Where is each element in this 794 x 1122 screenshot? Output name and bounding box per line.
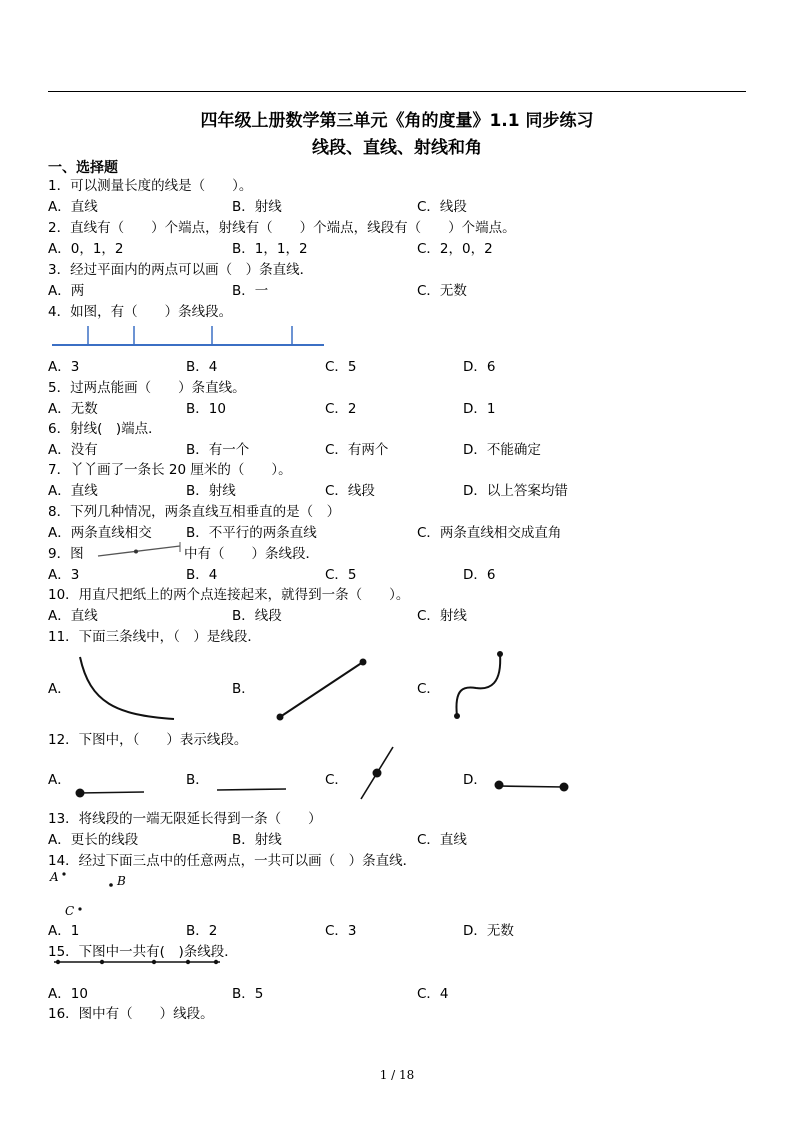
q14-option-a: A．1 (48, 923, 80, 939)
question-10: 10．用直尺把纸上的两个点连接起来，就得到一条（ ）。 (48, 587, 410, 603)
q4-option-d: D．6 (463, 359, 496, 375)
q9-option-a: A．3 (48, 567, 80, 583)
q11-figure-b-segment (274, 656, 370, 722)
q9-option-b: B．4 (186, 567, 218, 583)
header-rule (48, 91, 746, 92)
q15-option-c: C．4 (417, 986, 449, 1002)
q12-option-d: D． (463, 772, 487, 788)
q9-option-c: C．5 (325, 567, 357, 583)
q14-option-c: C．3 (325, 923, 357, 939)
q6-option-c: C．有两个 (325, 442, 389, 458)
q7-option-a: A．直线 (48, 483, 98, 499)
q8-option-c: C．两条直线相交成直角 (417, 525, 562, 541)
q10-option-b: B．线段 (232, 608, 282, 624)
question-2: 2．直线有（ ）个端点，射线有（ ）个端点，线段有（ ）个端点。 (48, 220, 516, 236)
question-7: 7．丫丫画了一条长 20 厘米的（ ）。 (48, 462, 292, 478)
q4-option-a: A．3 (48, 359, 80, 375)
q5-option-a: A．无数 (48, 401, 98, 417)
q4-figure-segments (52, 324, 327, 350)
page-subtitle: 线段、直线、射线和角 (312, 138, 482, 158)
q1-option-c: C．线段 (417, 199, 467, 215)
section-heading: 一、选择题 (48, 160, 118, 176)
q15-option-a: A．10 (48, 986, 88, 1002)
q11-figure-a-curve (76, 655, 176, 723)
question-15: 15．下图中一共有( )条线段． (48, 944, 238, 960)
question-9-part2: 中有（ ）条线段． (184, 546, 319, 562)
q1-option-b: B．射线 (232, 199, 282, 215)
q3-option-a: A．两 (48, 283, 85, 299)
q14-point-c-label: C (65, 904, 75, 918)
q10-option-a: A．直线 (48, 608, 98, 624)
q14-point-b-label: B (117, 874, 126, 888)
question-9-part1: 9．图 (48, 546, 84, 562)
q7-option-c: C．线段 (325, 483, 375, 499)
question-13: 13．将线段的一端无限延长得到一条（ ） (48, 811, 322, 827)
q2-option-a: A．0，1，2 (48, 241, 124, 257)
question-16: 16．图中有（ ）线段。 (48, 1006, 214, 1022)
q1-option-a: A．直线 (48, 199, 98, 215)
question-1: 1．可以测量长度的线是（ ）。 (48, 178, 253, 194)
q4-option-c: C．5 (325, 359, 357, 375)
q12-figure-d (490, 777, 572, 795)
q5-option-d: D．1 (463, 401, 496, 417)
q11-option-b: B． (232, 681, 255, 697)
q13-option-c: C．直线 (417, 832, 467, 848)
q12-figure-b (214, 782, 290, 796)
q6-option-d: D．不能确定 (463, 442, 541, 458)
q6-option-a: A．没有 (48, 442, 98, 458)
q7-option-b: B．射线 (186, 483, 236, 499)
q15-option-b: B．5 (232, 986, 264, 1002)
page-number: 1 / 18 (379, 1068, 415, 1082)
q4-option-b: B．4 (186, 359, 218, 375)
q14-point-a-label: A (50, 870, 59, 884)
q12-option-a: A． (48, 772, 71, 788)
q13-option-b: B．射线 (232, 832, 282, 848)
q5-option-c: C．2 (325, 401, 357, 417)
question-11: 11．下面三条线中，（ ）是线段． (48, 629, 261, 645)
q11-option-c: C． (417, 681, 440, 697)
q14-option-b: B．2 (186, 923, 218, 939)
q8-option-b: B．不平行的两条直线 (186, 525, 317, 541)
question-12: 12．下图中，（ ）表示线段。 (48, 732, 248, 748)
q11-option-a: A． (48, 681, 71, 697)
q14-option-d: D．无数 (463, 923, 514, 939)
question-6: 6．射线( )端点． (48, 421, 162, 437)
q13-option-a: A．更长的线段 (48, 832, 139, 848)
question-5: 5．过两点能画（ ）条直线。 (48, 380, 246, 396)
question-3: 3．经过平面内的两点可以画（ ）条直线． (48, 262, 314, 278)
q9-option-d: D．6 (463, 567, 496, 583)
page-title: 四年级上册数学第三单元《角的度量》1.1 同步练习 (200, 111, 594, 131)
q5-option-b: B．10 (186, 401, 226, 417)
q2-option-c: C．2，0，2 (417, 241, 493, 257)
q11-figure-c-wave (452, 648, 508, 720)
q6-option-b: B．有一个 (186, 442, 250, 458)
q12-figure-c (358, 745, 396, 801)
q8-option-a: A．两条直线相交 (48, 525, 152, 541)
q3-option-c: C．无数 (417, 283, 467, 299)
question-14: 14．经过下面三点中的任意两点，一共可以画（ ）条直线． (48, 853, 417, 869)
q2-option-b: B．1，1，2 (232, 241, 308, 257)
q3-option-b: B．一 (232, 283, 269, 299)
q10-option-c: C．射线 (417, 608, 467, 624)
q12-option-b: B． (186, 772, 209, 788)
question-8: 8．下列几种情况，两条直线互相垂直的是（ ） (48, 504, 341, 520)
q9-figure-segment (96, 542, 184, 560)
q7-option-d: D．以上答案均错 (463, 483, 568, 499)
q12-option-c: C． (325, 772, 348, 788)
q15-figure-segments (52, 956, 224, 968)
question-4: 4．如图，有（ ）条线段。 (48, 304, 233, 320)
q12-figure-a (72, 784, 148, 800)
